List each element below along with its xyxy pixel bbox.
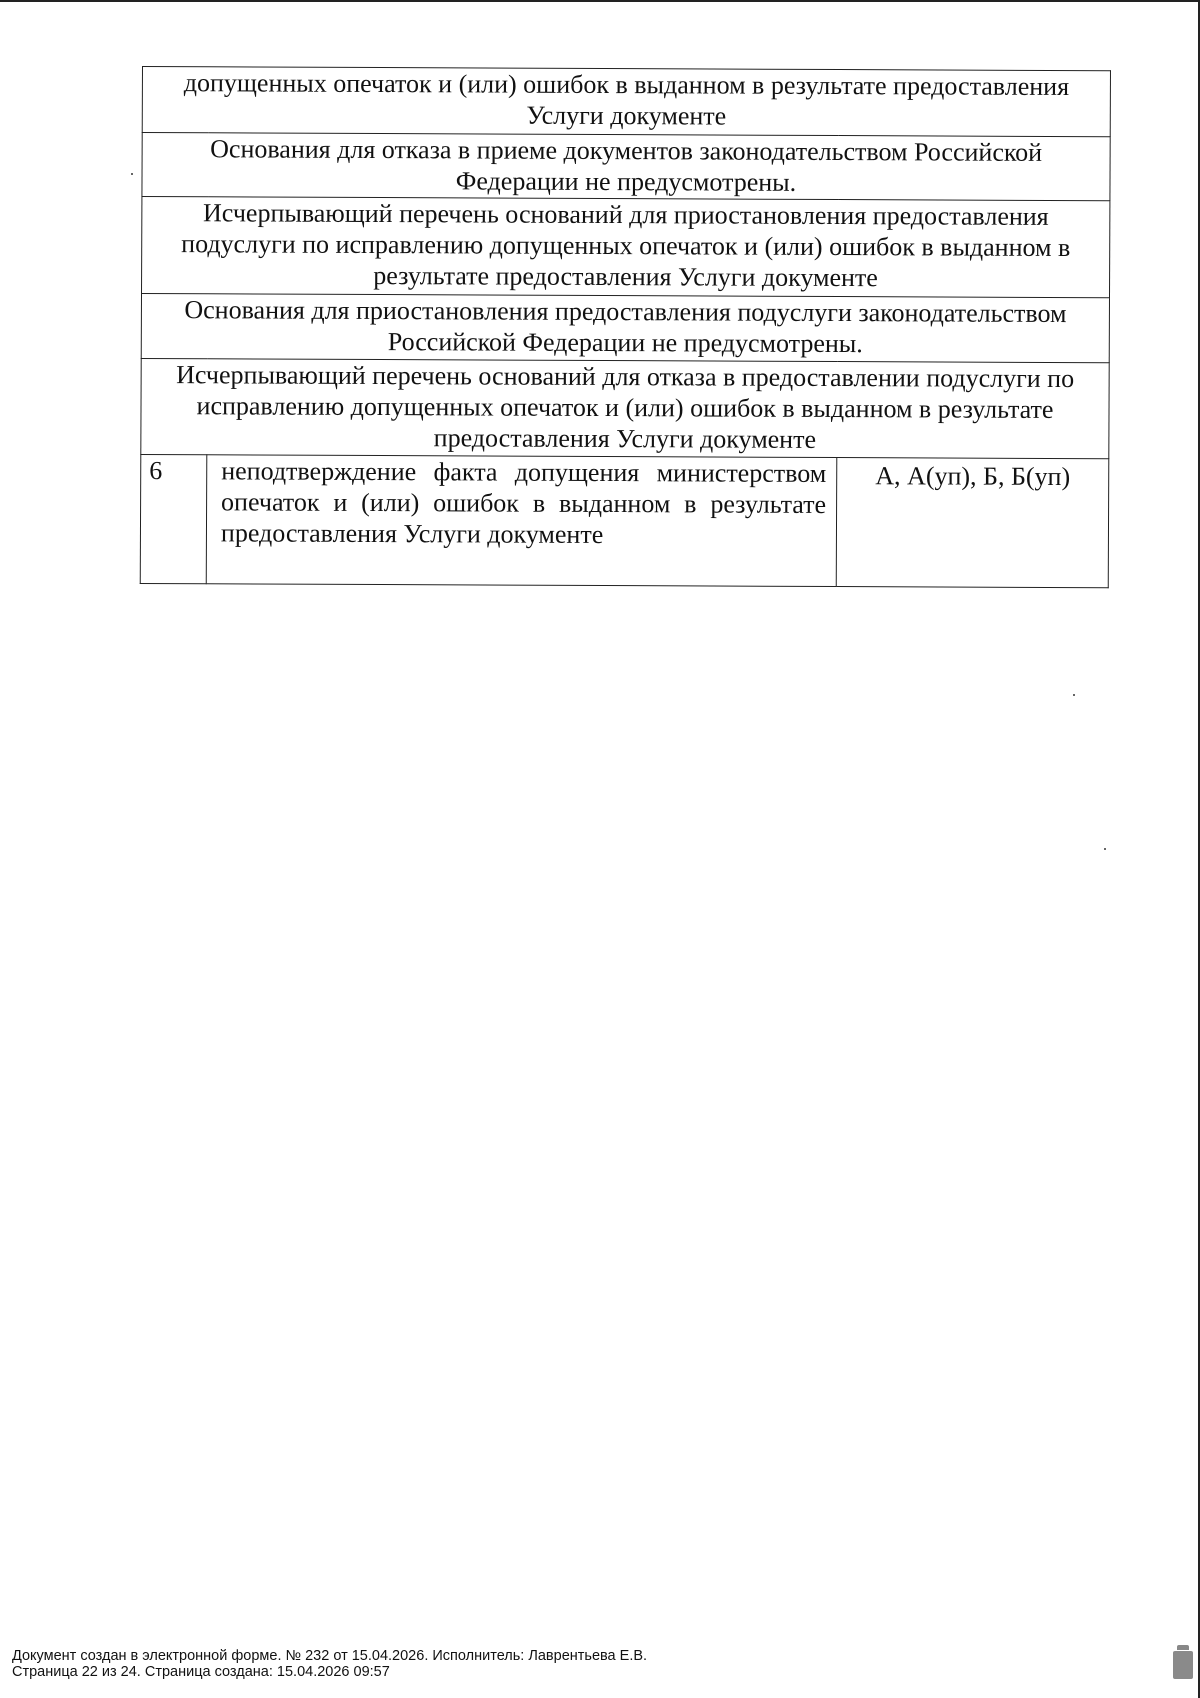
emblem-icon [1173, 1645, 1193, 1679]
scan-speck [1073, 694, 1075, 696]
table-heading-cell: Основания для отказа в приеме документов законодательством Российской Федерации не предусмотрены. [142, 133, 1110, 201]
table-heading-cell: Основания для приостановления предоставления подуслуги законодательством Российской Федерации не предусмотрены. [141, 294, 1109, 363]
scan-speck [131, 173, 133, 175]
footer-line-document-info: Документ создан в электронной форме. № 232 от 15.04.2026. Исполнитель: Лаврентьева Е.В. [12, 1648, 648, 1664]
table-row [142, 133, 1110, 201]
table-heading-cell: допущенных опечаток и (или) ошибок в выданном в результате предоставления Услуги документе [142, 67, 1110, 137]
item-codes-cell: А, А(уп), Б, Б(уп) [836, 458, 1109, 588]
table-row [140, 454, 1109, 587]
footer-line-page-info: Страница 22 из 24. Страница создана: 15.04.2026 09:57 [12, 1664, 390, 1680]
item-number-cell: 6 [140, 454, 207, 583]
scan-speck [1104, 848, 1106, 850]
emblem-shield [1173, 1651, 1193, 1679]
table-row [142, 197, 1110, 298]
document-footer [12, 1648, 647, 1680]
table-row [141, 294, 1109, 363]
table-heading-cell: Исчерпывающий перечень оснований для приостановления предоставления подуслуги по исправлению допущенных опечаток и (или) ошибок в выданном в результате предоставления Услуги документе [142, 197, 1110, 298]
emblem-crown [1177, 1645, 1189, 1650]
table-heading-cell: Исчерпывающий перечень оснований для отказа в предоставлении подуслуги по исправлению допущенных опечаток и (или) ошибок в выданном в результате предоставления Услуги документе [141, 358, 1109, 458]
item-text-cell: неподтверждение факта допущения министерством опечаток и (или) ошибок в выданном в результате предоставления Услуги документе [206, 455, 837, 587]
document-table [140, 66, 1111, 588]
table-row [142, 67, 1110, 137]
table-row [141, 358, 1109, 458]
